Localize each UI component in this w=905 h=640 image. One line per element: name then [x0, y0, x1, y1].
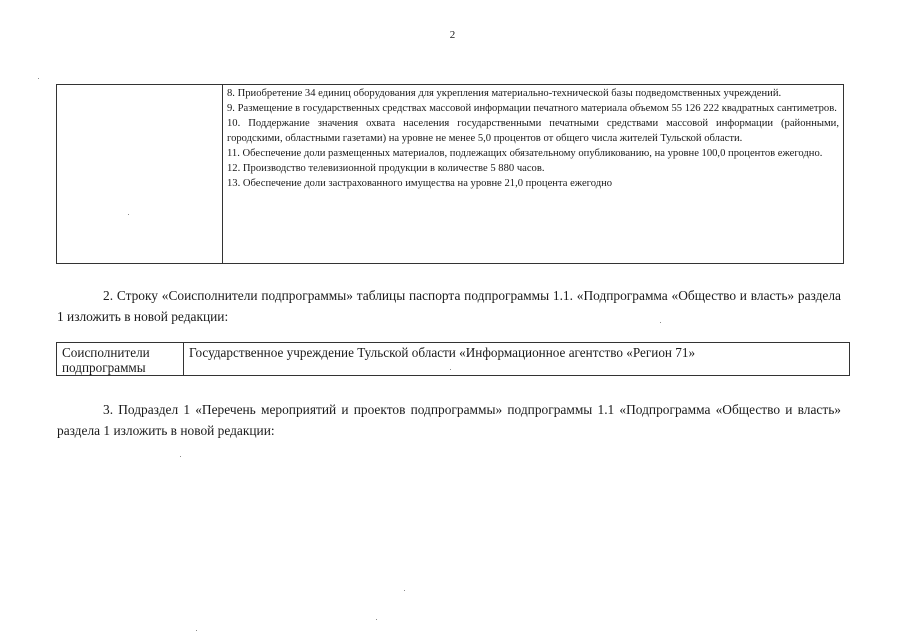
scan-speck: [660, 322, 661, 323]
paragraph-3: 3. Подраздел 1 «Перечень мероприятий и проектов подпрограммы» подпрограммы 1.1 «Подпрограмма «Общество и власть» раздела 1 изложить в новой редакции:: [57, 402, 841, 438]
scan-speck: [376, 619, 377, 620]
table-cell-empty: [57, 85, 223, 264]
scan-speck: [196, 630, 197, 631]
list-item-11: 11. Обеспечение доли размещенных материалов, подлежащих обязательному опубликованию, на уровне 100,0 процентов ежегодно.: [227, 148, 823, 159]
indicators-table: [56, 84, 844, 264]
scan-speck: [404, 590, 405, 591]
list-item-9: 9. Размещение в государственных средствах массовой информации печатного материала объемом 55 126 222 квадратных сантиметров.: [227, 103, 837, 114]
scan-speck: [38, 78, 39, 79]
table-row: [57, 85, 844, 264]
indicators-cell: [223, 85, 844, 264]
scan-speck: [450, 369, 451, 370]
co-executors-table: [56, 342, 850, 376]
co-executors-value: Государственное учреждение Тульской области «Информационное агентство «Регион 71»: [184, 343, 850, 376]
table-row: [57, 343, 850, 376]
paragraph-2: 2. Строку «Соисполнители подпрограммы» таблицы паспорта подпрограммы 1.1. «Подпрограмма «Общество и власть» раздела 1 изложить в новой редакции:: [57, 288, 841, 324]
co-executors-label: Соисполнители подпрограммы: [57, 343, 184, 376]
scan-speck: [180, 456, 181, 457]
scan-speck: [128, 214, 129, 215]
page-number: 2: [449, 29, 456, 41]
list-item-13: 13. Обеспечение доли застрахованного имущества на уровне 21,0 процента ежегодно: [227, 178, 613, 189]
list-item-10: 10. Поддержание значения охвата населения государственными печатными средствами массовой информации (районными, городскими, областными газетами) на уровне не менее 5,0 процентов от общего числа жителей Тульской области.: [227, 118, 839, 144]
list-item-12: 12. Производство телевизионной продукции в количестве 5 880 часов.: [227, 163, 545, 174]
list-item-8: 8. Приобретение 34 единиц оборудования для укрепления материально-технической базы подведомственных учреждений.: [227, 88, 782, 99]
